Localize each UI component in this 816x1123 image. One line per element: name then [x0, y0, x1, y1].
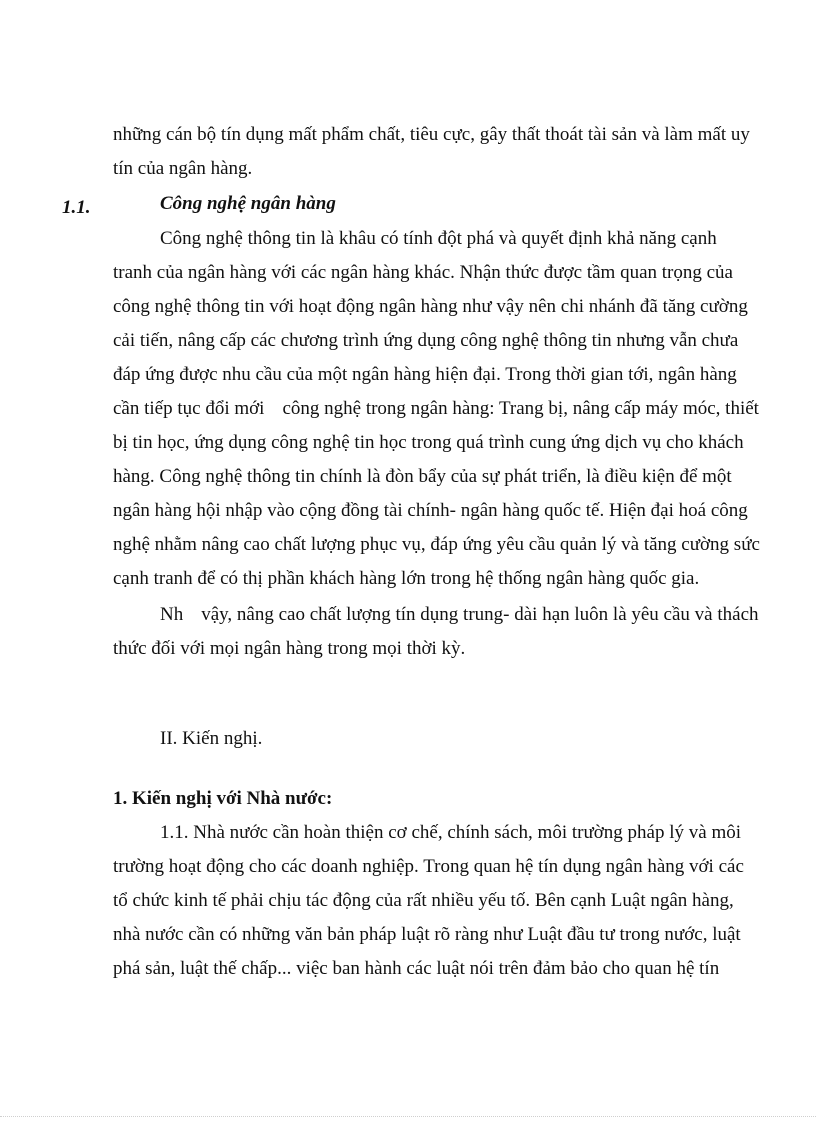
- section-ii-title: II. Kiến nghị.: [160, 728, 263, 749]
- summary-text: vậy, nâng cao chất lượng tín dụng trung- dài hạn luôn là yêu cầu và thách: [201, 604, 759, 625]
- paragraph-line: công nghệ thông tin với hoạt động ngân hàng như vậy nên chi nhánh đã tăng cường: [113, 296, 748, 317]
- paragraph-line: [113, 398, 759, 420]
- intro-line-2: tín của ngân hàng.: [113, 158, 253, 179]
- paragraph-line-part-1: cần tiếp tục đổi mới: [113, 398, 265, 419]
- paragraph-line: tổ chức kinh tế phải chịu tác động của rất nhiều yếu tố. Bên cạnh Luật ngân hàng,: [113, 890, 734, 911]
- paragraph-line-part-2: công nghệ trong ngân hàng: Trang bị, nâng cấp máy móc, thiết: [282, 398, 759, 419]
- paragraph-line: tranh của ngân hàng với các ngân hàng khác. Nhận thức được tầm quan trọng của: [113, 262, 733, 283]
- page-bottom-border: [0, 1116, 816, 1117]
- section-title: Công nghệ ngân hàng: [160, 193, 336, 214]
- paragraph-line: phá sản, luật thế chấp... việc ban hành các luật nói trên đảm bảo cho quan hệ tín: [113, 958, 720, 979]
- summary-line-2: thức đối với mọi ngân hàng trong mọi thời kỳ.: [113, 638, 466, 659]
- paragraph-line: nhà nước cần có những văn bản pháp luật rõ ràng như Luật đầu tư trong nước, luật: [113, 924, 741, 945]
- paragraph-line: 1.1. Nhà nước cần hoàn thiện cơ chế, chính sách, môi trường pháp lý và môi: [160, 822, 742, 843]
- paragraph-line: cải tiến, nâng cấp các chương trình ứng dụng công nghệ thông tin nhưng vẫn chưa: [113, 330, 739, 351]
- summary-prefix: Nh: [160, 604, 184, 625]
- section-number: 1.1.: [62, 197, 91, 218]
- paragraph-line: nghệ nhằm nâng cao chất lượng phục vụ, đáp ứng yêu cầu quản lý và tăng cường sức: [113, 534, 760, 555]
- paragraph-line: đáp ứng được nhu cầu của một ngân hàng hiện đại. Trong thời gian tới, ngân hàng: [113, 364, 737, 385]
- paragraph-line: bị tin học, ứng dụng công nghệ tin học trong quá trình cung ứng dịch vụ cho khách: [113, 432, 744, 453]
- intro-line-1: những cán bộ tín dụng mất phẩm chất, tiêu cực, gây thất thoát tài sản và làm mất uy: [113, 124, 750, 145]
- paragraph-line: hàng. Công nghệ thông tin chính là đòn bẩy của sự phát triển, là điều kiện để một: [113, 466, 732, 487]
- paragraph-line: trường hoạt động cho các doanh nghiệp. Trong quan hệ tín dụng ngân hàng với các: [113, 856, 744, 877]
- summary-line-1: [160, 604, 759, 626]
- paragraph-line: cạnh tranh để có thị phần khách hàng lớn trong hệ thống ngân hàng quốc gia.: [113, 568, 700, 589]
- paragraph-line: Công nghệ thông tin là khâu có tính đột phá và quyết định khả năng cạnh: [160, 228, 717, 249]
- paragraph-line: ngân hàng hội nhập vào cộng đồng tài chính- ngân hàng quốc tế. Hiện đại hoá công: [113, 500, 748, 521]
- subsection-title: 1. Kiến nghị với Nhà nước:: [113, 788, 333, 809]
